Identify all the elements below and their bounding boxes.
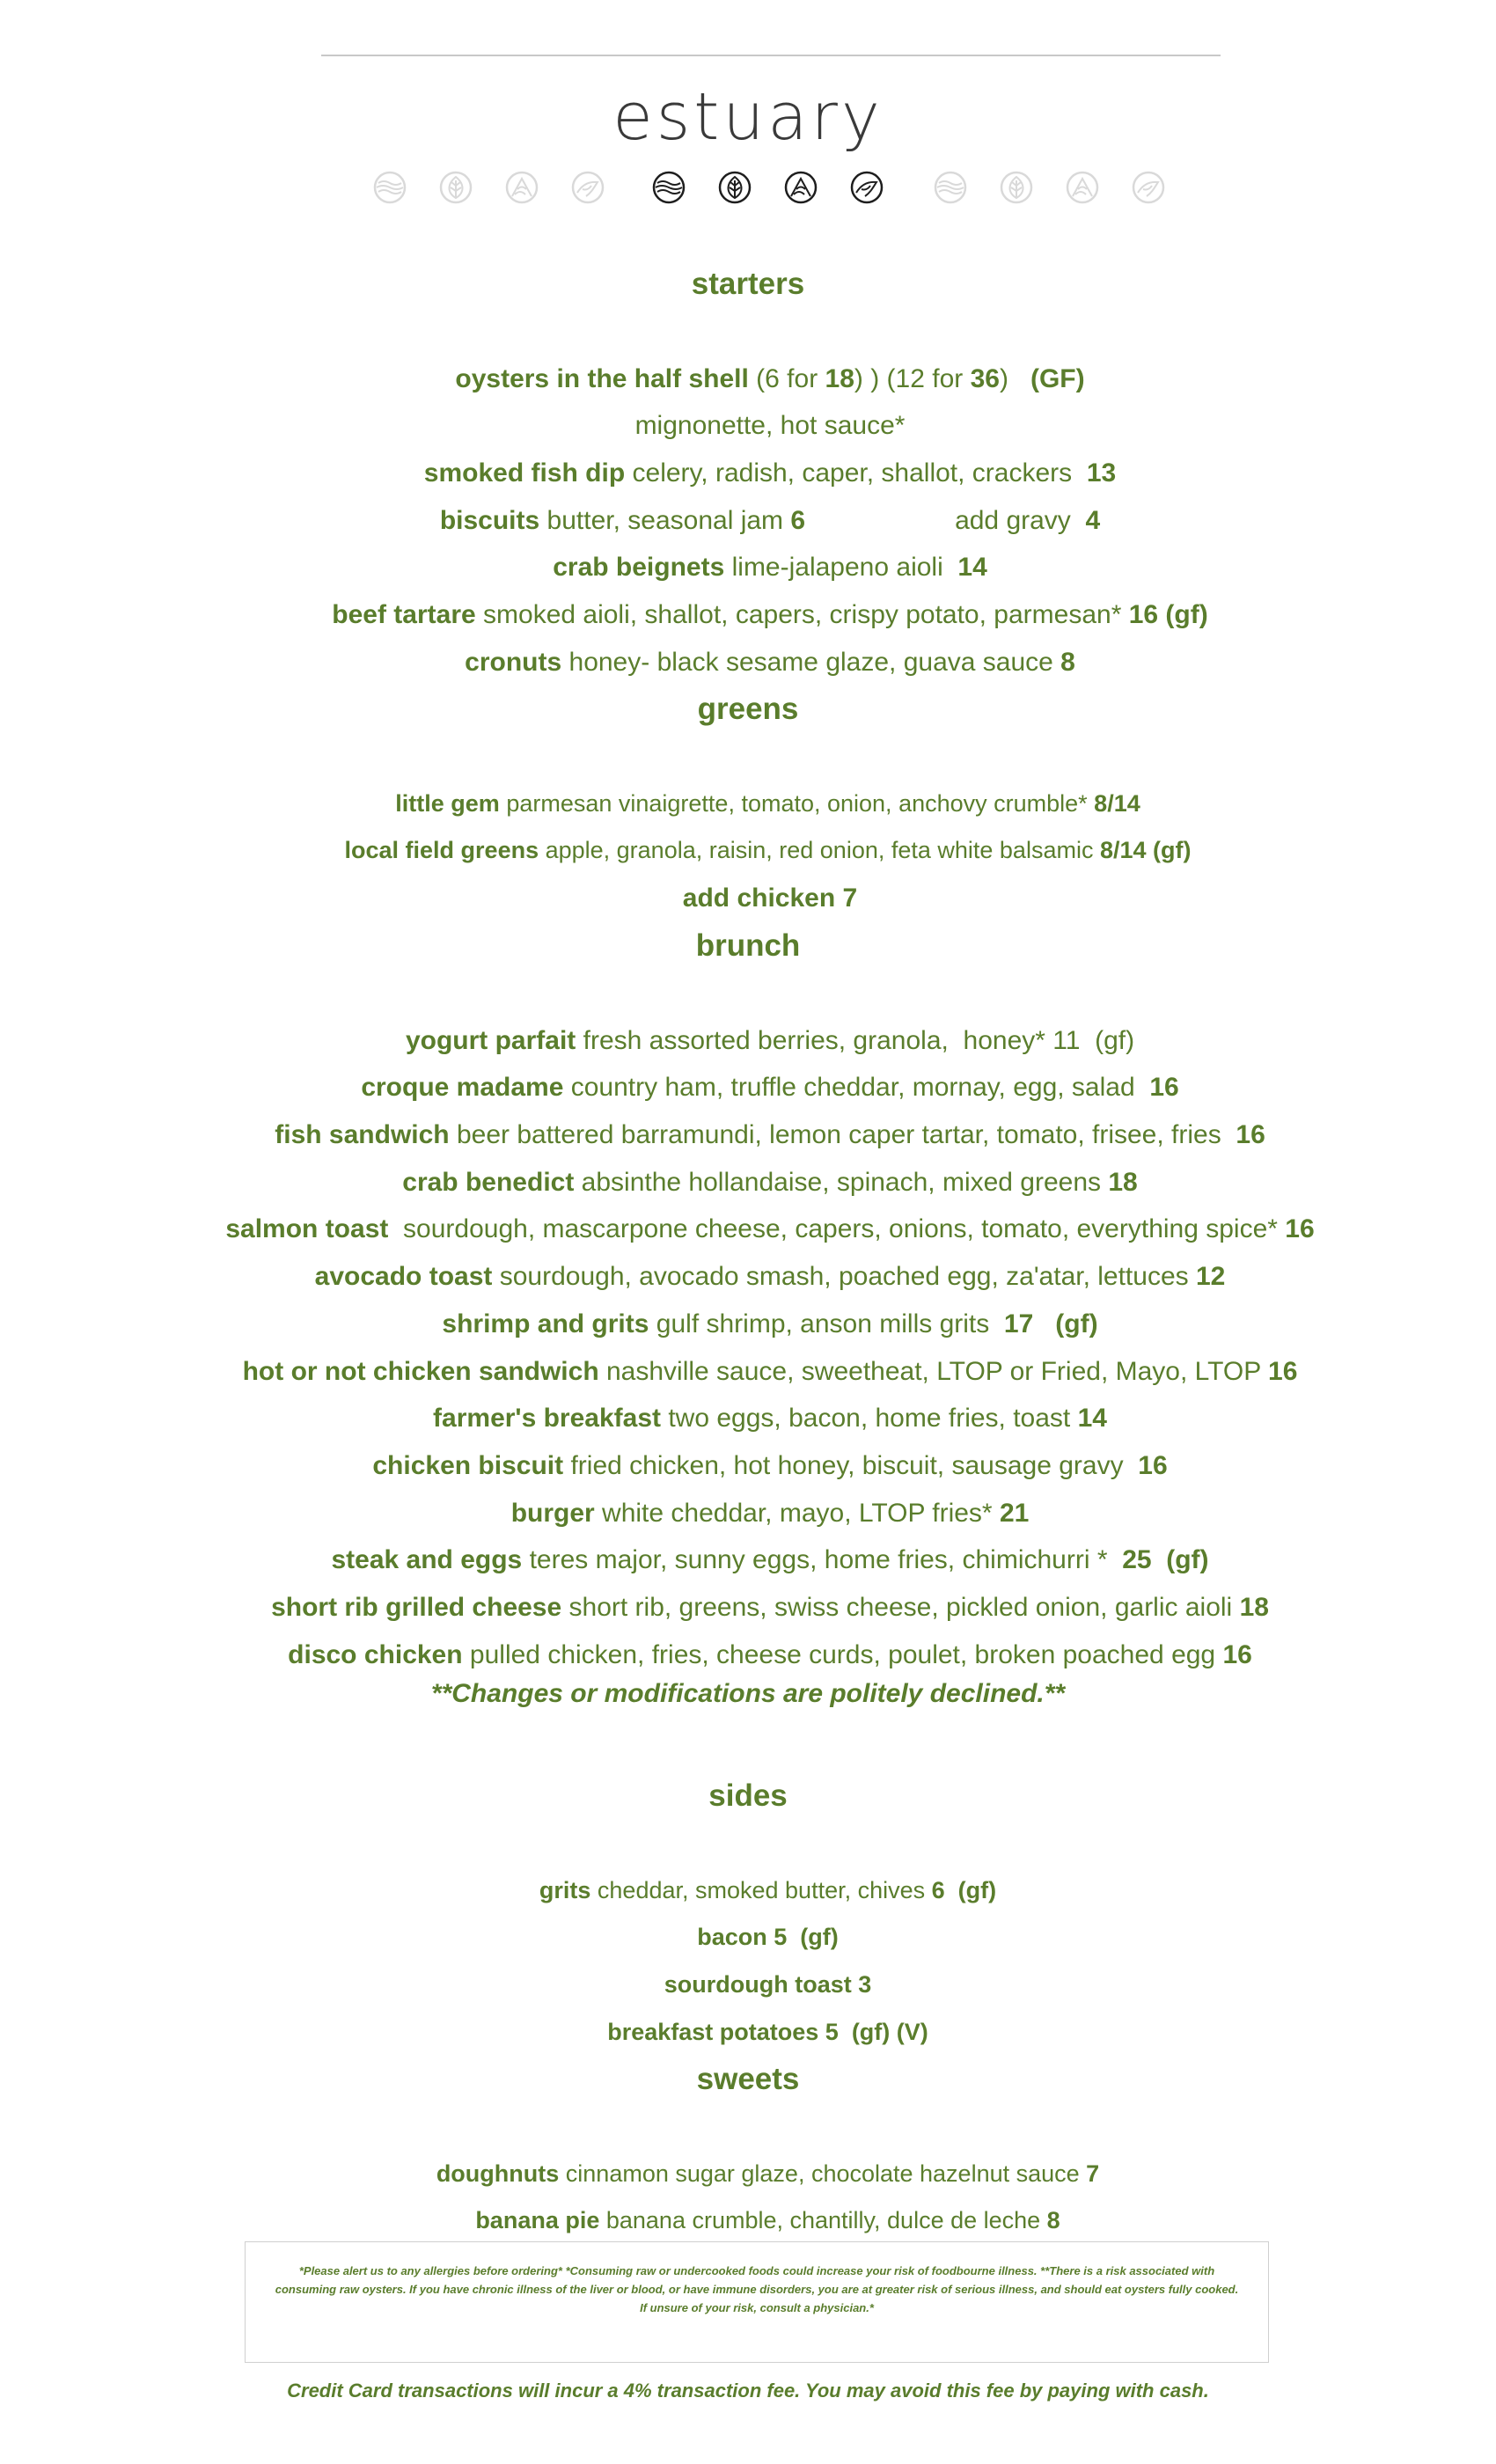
item-description: country ham, truffle cheddar, mornay, egg, salad — [563, 1073, 1150, 1103]
sweets-section — [0, 2056, 1496, 2234]
menu-item — [0, 2103, 1496, 2187]
item-price: 16 — [1236, 1120, 1265, 1150]
wave-icon — [933, 170, 968, 205]
item-description: celery, radish, caper, shallot, crackers — [625, 458, 1087, 488]
item-description: fried chicken, hot honey, biscuit, sausage gravy — [563, 1450, 1139, 1480]
section-heading: greens — [697, 692, 799, 726]
item-name: grits — [539, 1876, 591, 1903]
item-name: avocado toast — [314, 1262, 493, 1292]
modifications-notice: **Changes or modifications are politely declined.** — [430, 1679, 1066, 1708]
leaf-icon — [717, 170, 752, 205]
item-price: 12 — [1195, 1262, 1226, 1292]
item-price: 7 — [1086, 2160, 1100, 2187]
item-price: 8 — [1060, 647, 1075, 677]
item-name: salmon toast — [225, 1214, 389, 1244]
item-name: banana pie — [475, 2207, 600, 2234]
item-name: smoked fish dip — [423, 458, 626, 488]
menu-item — [0, 733, 1496, 817]
starters-section — [0, 260, 1496, 677]
item-price: 18 — [1239, 1592, 1269, 1622]
item-price: 21 — [999, 1498, 1030, 1528]
section-heading: starters — [691, 267, 805, 301]
item-price: 14 — [1077, 1404, 1107, 1434]
item-name: bacon 5 (gf) — [697, 1924, 839, 1951]
item-name: beef tartare — [332, 600, 476, 630]
item-description: teres major, sunny eggs, home fries, chimichurri * — [522, 1545, 1123, 1575]
bird-icon — [1065, 170, 1100, 205]
item-name: little gem — [395, 789, 500, 817]
top-divider — [321, 55, 1221, 56]
brand-wordmark: estuary — [612, 79, 884, 155]
item-addon: add gravy — [955, 505, 1086, 535]
menu-item — [0, 970, 1496, 1055]
allergy-disclaimer-box — [245, 2241, 1269, 2363]
leaf-icon — [438, 170, 473, 205]
item-description: butter, seasonal jam — [539, 505, 791, 535]
item-name: local field greens — [344, 837, 539, 864]
item-description: lime-jalapeno aioli — [724, 553, 958, 583]
item-description: parmesan vinaigrette, tomato, onion, anchovy crumble* — [499, 789, 1095, 817]
item-price: 16 — [1285, 1214, 1315, 1244]
item-name: croque madame — [361, 1073, 564, 1103]
item-description: sourdough, mascarpone cheese, capers, onions, tomato, everything spice* — [388, 1214, 1286, 1244]
item-name: biscuits — [439, 505, 540, 535]
item-description: honey- black sesame glaze, guava sauce — [561, 647, 1061, 677]
item-description: sourdough, avocado smash, poached egg, za'atar, lettuces — [492, 1262, 1196, 1292]
item-name: breakfast potatoes 5 (gf) (V) — [607, 2018, 928, 2045]
item-description: short rib, greens, swiss cheese, pickled onion, garlic aioli — [561, 1592, 1240, 1622]
item-name: fish sandwich — [275, 1120, 450, 1150]
fish-icon — [570, 170, 605, 205]
item-name: doughnuts — [436, 2160, 560, 2187]
fish-icon — [1131, 170, 1166, 205]
item-price: 16 — [1268, 1356, 1298, 1386]
item-description: white cheddar, mayo, LTOP fries* — [594, 1498, 1000, 1528]
greens-section — [0, 686, 1496, 913]
item-description: smoked aioli, shallot, capers, crispy potato, parmesan* — [475, 600, 1129, 630]
item-price: 16 — [1138, 1450, 1168, 1480]
allergy-disclaimer-text: *Please alert us to any allergies before ordering* *Consuming raw or undercooked foods could increase your risk of foodbourne illness. **There is a risk associated with consuming raw oysters. If you have chronic illness of the liver or blood, or have immune disorders, you are at greater risk of serious illness, and should eat oysters fully cooked. If unsure of your risk, consult a physician.* — [275, 2264, 1239, 2314]
item-description: mignonette, hot sauce* — [634, 411, 906, 441]
item-price: 17 (gf) — [1003, 1309, 1098, 1338]
item-name: crab benedict — [402, 1167, 575, 1197]
item-price: 8/14 — [1094, 789, 1140, 817]
item-description: pulled chicken, fries, cheese curds, poulet, broken poached egg — [462, 1639, 1223, 1669]
section-heading: sweets — [696, 2062, 800, 2096]
credit-card-fee-note: Credit Card transactions will incur a 4% transaction fee. You may avoid this fee by paying with cash. — [287, 2380, 1209, 2402]
item-description: apple, granola, raisin, red onion, feta white balsamic — [539, 837, 1100, 864]
bird-icon — [783, 170, 818, 205]
item-price: 8 — [1046, 2207, 1060, 2234]
sides-section — [0, 1772, 1496, 2045]
wave-icon — [372, 170, 407, 205]
item-price: 6 — [790, 505, 806, 535]
menu-item — [0, 1820, 1496, 1903]
item-name: burger — [510, 1498, 595, 1528]
item-price: 18 — [1108, 1167, 1138, 1197]
bird-icon — [504, 170, 539, 205]
item-description: ) ) (12 for — [854, 363, 971, 393]
item-description: banana crumble, chantilly, dulce de leche — [599, 2207, 1047, 2234]
item-description: (6 for — [748, 363, 825, 393]
item-name: cronuts — [465, 647, 562, 677]
item-price: 18 — [825, 363, 854, 393]
item-price: 13 — [1086, 458, 1117, 488]
fish-icon — [849, 170, 884, 205]
section-heading: sides — [708, 1778, 788, 1813]
item-name: add chicken 7 — [682, 884, 858, 913]
item-name: farmer's breakfast — [433, 1404, 661, 1434]
item-name: short rib grilled cheese — [271, 1592, 562, 1622]
item-tag: (GF) — [1030, 363, 1085, 393]
item-name: yogurt parfait — [405, 1025, 576, 1055]
item-description: nashville sauce, sweetheat, LTOP or Fried, Mayo, LTOP — [598, 1356, 1269, 1386]
item-description: two eggs, bacon, home fries, toast — [661, 1404, 1078, 1434]
item-price: 8/14 (gf) — [1099, 837, 1192, 864]
menu-item — [0, 308, 1496, 393]
item-description: absinthe hollandaise, spinach, mixed greens — [574, 1167, 1109, 1197]
item-price: 16 (gf) — [1128, 600, 1208, 630]
icon-row — [0, 170, 1496, 210]
wave-icon — [651, 170, 686, 205]
item-name: oysters in the half shell — [455, 363, 749, 393]
item-price: 6 (gf) — [931, 1876, 997, 1903]
brunch-section — [0, 922, 1496, 1669]
item-name: steak and eggs — [331, 1545, 523, 1575]
item-description: ) — [999, 363, 1030, 393]
item-price: 16 — [1222, 1639, 1252, 1669]
item-description: beer battered barramundi, lemon caper tartar, tomato, frisee, fries — [449, 1120, 1236, 1150]
item-price: 16 — [1149, 1073, 1179, 1103]
item-description: cheddar, smoked butter, chives — [590, 1876, 932, 1903]
item-name: hot or not chicken sandwich — [242, 1356, 599, 1386]
leaf-icon — [999, 170, 1034, 205]
item-name: chicken biscuit — [372, 1450, 564, 1480]
item-description: cinnamon sugar glaze, chocolate hazelnut sauce — [559, 2160, 1087, 2187]
item-addon-price: 4 — [1085, 505, 1101, 535]
item-name: shrimp and grits — [442, 1309, 649, 1338]
section-heading: brunch — [695, 928, 801, 963]
item-name: sourdough toast 3 — [664, 1971, 872, 1998]
item-price: 25 (gf) — [1122, 1545, 1209, 1575]
item-name: crab beignets — [553, 553, 725, 583]
item-description: fresh assorted berries, granola, honey* 11 (gf) — [576, 1025, 1135, 1055]
item-price: 14 — [957, 553, 987, 583]
item-name: disco chicken — [288, 1639, 463, 1669]
item-description: gulf shrimp, anson mills grits — [649, 1309, 1004, 1338]
item-price: 36 — [970, 363, 1000, 393]
